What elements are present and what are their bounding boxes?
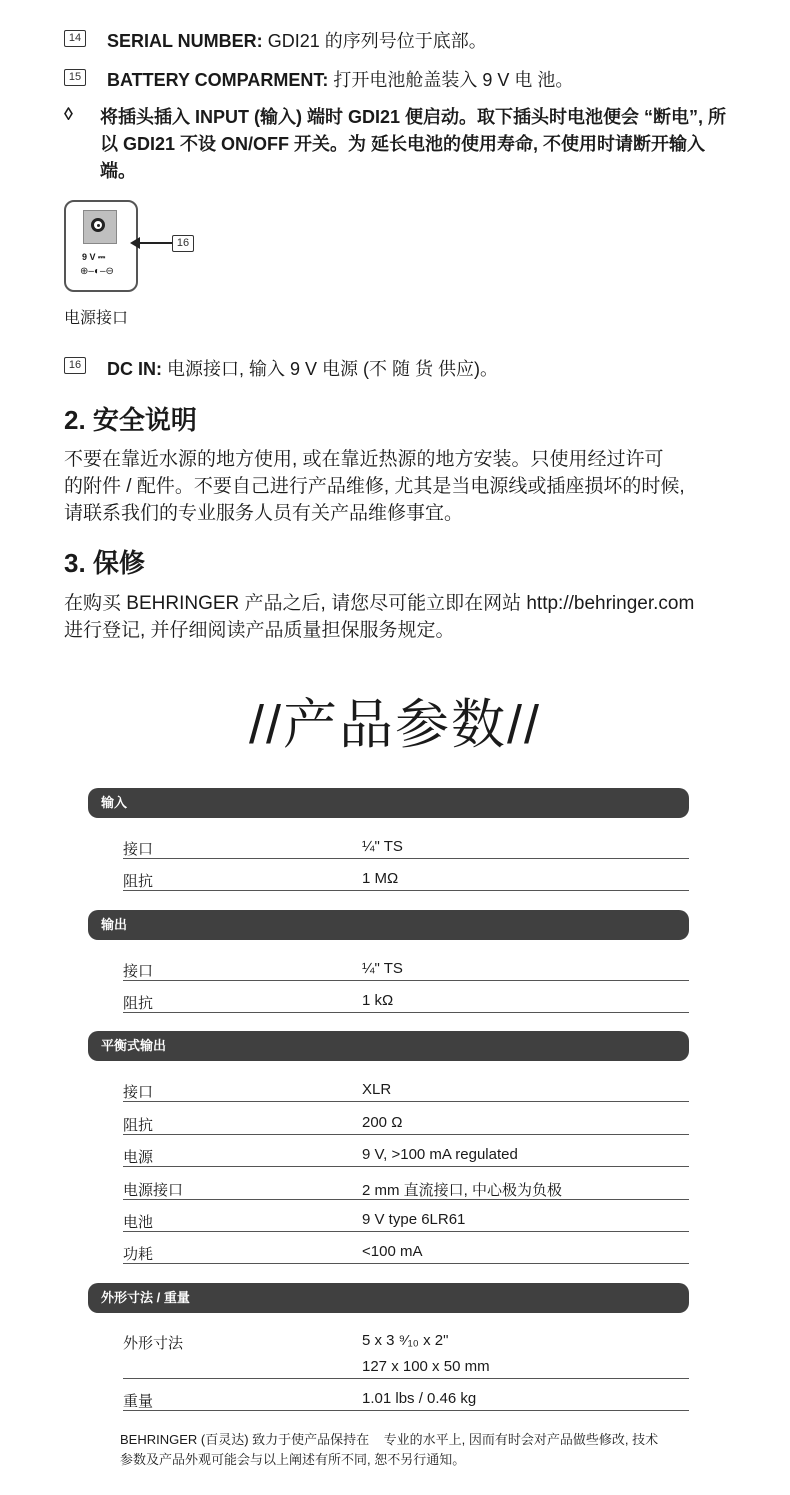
row-key: 电源 [123, 1149, 154, 1166]
table-row [123, 954, 689, 981]
table-row [123, 1384, 689, 1411]
row-key: 重量 [123, 1393, 154, 1410]
row-key: 阻抗 [123, 995, 154, 1012]
dc-in-line [107, 355, 498, 381]
row-key: 接口 [123, 841, 154, 858]
table-row [123, 832, 689, 859]
row-key: 接口 [123, 963, 154, 980]
row-value-metric: 127 x 100 x 50 mm [362, 1358, 490, 1375]
dc-jack-illustration [64, 200, 138, 292]
row-value: ¼" TS [362, 838, 403, 855]
row-value: ¼" TS [362, 960, 403, 977]
row-value: XLR [362, 1081, 392, 1098]
table-row [123, 1237, 689, 1264]
footer-disclaimer [120, 1430, 700, 1470]
serial-number-line [107, 27, 487, 53]
battery-label: BATTERY COMPARMENT: [107, 70, 329, 90]
jack-socket [83, 210, 117, 244]
safety-heading: 2. 安全说明 [64, 405, 197, 435]
row-value: 9 V type 6LR61 [362, 1211, 466, 1228]
safety-line: 的附件 / 配件。不要自己进行产品维修, 尤其是当电源线或插座损坏的时候, [64, 476, 685, 497]
spec-title: //产品参数// [248, 695, 541, 755]
section-input-header: 输入 [88, 788, 689, 818]
figure-callout: 16 [172, 235, 194, 252]
table-row [123, 1205, 689, 1232]
table-row [123, 986, 689, 1013]
safety-paragraph [64, 446, 734, 527]
row-value: 200 Ω [362, 1114, 403, 1131]
row-value: 9 V, >100 mA regulated [362, 1146, 518, 1163]
section-dimensions-header: 外形寸法 / 重量 [88, 1283, 689, 1313]
serial-number-label: SERIAL NUMBER: [107, 31, 263, 51]
row-key: 外形寸法 [123, 1335, 184, 1352]
callout-number: 14 [64, 30, 86, 47]
row-key: 功耗 [123, 1246, 154, 1263]
battery-line [107, 66, 573, 92]
callout-number: 16 [64, 357, 86, 374]
section-balanced-header: 平衡式输出 [88, 1031, 689, 1061]
row-key: 阻抗 [123, 1117, 154, 1134]
row-key: 电源接口 [123, 1182, 184, 1199]
battery-text: 打开电池舱盖装入 9 V 电 池。 [333, 70, 574, 90]
row-value: 5 x 3 ⁹⁄₁₀ x 2" [362, 1332, 449, 1349]
warranty-line: 进行登记, 并仔细阅读产品质量担保服务规定。 [64, 620, 455, 641]
polarity-icon: ⊕–◐–⊖ [80, 266, 114, 277]
safety-line: 不要在靠近水源的地方使用, 或在靠近热源的地方安装。只使用经过许可 [64, 449, 664, 470]
warranty-heading: 3. 保修 [64, 548, 145, 578]
dc-in-label: DC IN: [107, 359, 162, 379]
figure-caption: 电源接口 [64, 310, 129, 327]
table-row [123, 1108, 689, 1135]
row-key: 阻抗 [123, 873, 154, 890]
jack-ring-icon [91, 218, 105, 232]
callout-number: 15 [64, 69, 86, 86]
section-output-header: 输出 [88, 910, 689, 940]
row-value: <100 mA [362, 1243, 423, 1260]
row-key: 接口 [123, 1084, 154, 1101]
row-value: 1 kΩ [362, 992, 394, 1009]
warranty-line: 在购买 BEHRINGER 产品之后, 请您尽可能立即在网站 http://behringer.com [64, 593, 695, 614]
footer-line: BEHRINGER (百灵达) 致力于使产品保持在 专业的水平上, 因而有时会对产品做些修改, 技术 [120, 1432, 659, 1447]
power-warning: 将插头插入 INPUT (输入) 端时 GDI21 便启动。取下插头时电池便会 “断电”, 所以 GDI21 不设 ON/OFF 开关。为 延长电池的使用寿命, 不使用时请断开输入端。 [100, 107, 727, 181]
diamond-icon: ◊ [64, 104, 73, 124]
row-key: 电池 [123, 1214, 154, 1231]
arrow-line [138, 242, 172, 244]
footer-line: 参数及产品外观可能会与以上阐述有所不同, 恕不另行通知。 [120, 1452, 466, 1467]
warranty-paragraph [64, 590, 734, 644]
jack-voltage-label: 9 V ⎓ [82, 252, 106, 262]
row-value: 1.01 lbs / 0.46 kg [362, 1390, 477, 1407]
serial-number-text: GDI21 的序列号位于底部。 [267, 31, 487, 51]
table-row [123, 1075, 689, 1102]
row-value: 1 MΩ [362, 870, 399, 887]
table-row [123, 1173, 689, 1200]
dc-in-text: 电源接口, 输入 9 V 电源 (不 随 货 供应)。 [167, 359, 499, 379]
row-value: 2 mm 直流接口, 中心极为负极 [362, 1182, 563, 1199]
table-row [123, 864, 689, 891]
safety-line: 请联系我们的专业服务人员有关产品维修事宜。 [64, 503, 464, 524]
table-row [123, 1326, 689, 1379]
table-row [123, 1140, 689, 1167]
